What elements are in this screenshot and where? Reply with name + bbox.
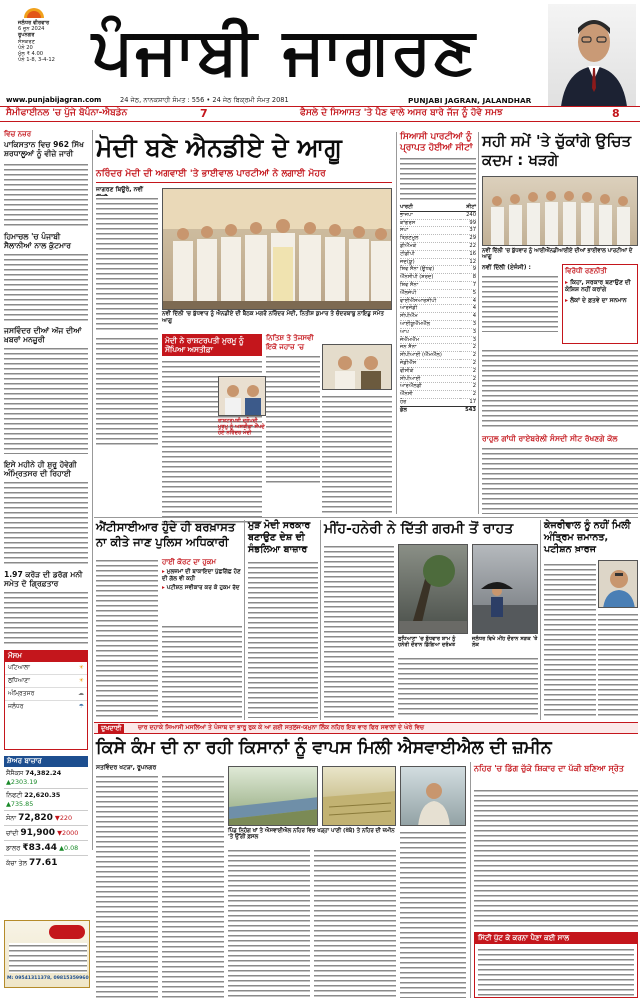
brief-body xyxy=(4,590,88,644)
lead-photo xyxy=(162,188,392,310)
seats-count: 29 xyxy=(469,235,476,242)
weather-title: ਮੌਸਮ xyxy=(5,651,87,662)
seats-row xyxy=(400,242,476,250)
market-value: ₹83.44 xyxy=(22,843,58,853)
weather-row xyxy=(5,662,87,675)
portrait-photo xyxy=(548,4,636,118)
sun-icon: ☀ xyxy=(78,664,84,671)
market-change: ▲735.85 xyxy=(6,800,34,808)
bottom-body xyxy=(228,848,310,998)
cloud-icon: ☁ xyxy=(78,690,84,697)
weather-row xyxy=(5,701,87,713)
ad-logo-icon xyxy=(49,925,85,939)
row-divider xyxy=(94,517,638,518)
right-body xyxy=(482,348,638,430)
side-body xyxy=(474,788,638,928)
rain-headline[interactable]: ਮੀਂਹ-ਹਨੇਰੀ ਨੇ ਦਿੱਤੀ ਗਰਮੀ ਤੋਂ ਰਾਹਤ xyxy=(324,521,514,537)
bullet-icon: ▸ xyxy=(162,569,165,575)
weather-box xyxy=(4,650,88,750)
advertisement[interactable] xyxy=(4,920,90,988)
column-divider xyxy=(396,132,397,514)
seats-count: 9 xyxy=(472,266,476,273)
seats-count: 3 xyxy=(472,320,476,327)
seats-table-box xyxy=(400,132,476,514)
nitish-body xyxy=(322,394,392,514)
bullet-icon: ▸ xyxy=(565,279,569,286)
seats-party: ਵੀਸੀਕੇ xyxy=(400,367,414,374)
market-label: ਸੈਂਸੈਕਸ xyxy=(6,769,24,777)
market-value: 91,900 xyxy=(20,828,56,838)
brief-body xyxy=(4,252,88,322)
seats-party: ਸੀਪੀਆਈ xyxy=(400,375,421,382)
court-order-point xyxy=(162,569,242,583)
canal-photo-1 xyxy=(228,766,318,826)
market-change: ▲0.08 xyxy=(59,844,79,852)
seats-party: ਆਈਯੂਐੱਮਐੱਲ xyxy=(400,320,431,327)
kejriwal-headline[interactable]: ਕੇਜਰੀਵਾਲ ਨੂੰ ਨਹੀਂ ਮਿਲੀ ਅੰਤ੍ਰਿਮ ਜ਼ਮਾਨਤ, ਪਟੀਸ਼ਨ ਖ਼ਾਰਜ xyxy=(544,520,631,555)
teaser-left-page: 7 xyxy=(200,107,208,120)
bottom-body xyxy=(400,830,466,998)
market-value: 77.61 xyxy=(28,858,58,868)
seats-count: 3 xyxy=(472,328,476,335)
lead-photo-caption: ਨਵੀਂ ਦਿੱਲੀ 'ਚ ਬੁੱਧਵਾਰ ਨੂੰ ਐਨਡੀਏ ਦੀ ਬੈਠਕ ਮਗਰੋਂ ਨਰਿੰਦਰ ਮੋਦੀ, ਨਿਤੀਸ਼ ਕੁਮਾਰ ਤੇ ਚੰਦਰਬਾਬੂ ਨਾਇਡੂ ਸਮੇਤ ਆਗੂ xyxy=(162,311,384,324)
lead-headline[interactable]: ਮੋਦੀ ਬਣੇ ਐਨਡੀਏ ਦੇ ਆਗੂ xyxy=(96,133,342,162)
seats-party: ਹੋਰ xyxy=(400,398,407,405)
market-label: ਚਾਂਦੀ xyxy=(6,829,19,837)
seats-party: ਸੀਪੀਐੱਮ xyxy=(400,313,418,320)
market-title: ਸ਼ੇਅਰ ਬਾਜ਼ਾਰ xyxy=(4,756,88,767)
seats-row xyxy=(400,258,476,266)
market-label: ਨਿਫਟੀ xyxy=(6,791,23,799)
market-row xyxy=(4,841,88,856)
ribbon-text: ਚਾਰ ਦਹਾਕੇ ਸਿਆਸੀ ਮਸਲਿਆਂ ਤੇ ਪੰਜਾਬ ਦਾ ਭਾਰੂ ਰੁਕ ਕੇ ਆ ਗਈ ਸਤਲੁਜ-ਯਮੁਨਾ ਲਿੰਕ ਨਹਿਰ ਇਕ ਵਾਰ ਫਿਰ ਸਵਾਲਾਂ ਦੇ ਘੇਰੇ ਵਿਚ xyxy=(138,724,425,731)
right-body xyxy=(482,274,558,332)
ad-text xyxy=(9,943,87,973)
seats-count: 8 xyxy=(472,274,476,281)
resignation-caption: ਰਾਸ਼ਟਰਪਤੀ ਦ੍ਰੋਪਦੀ ਮੁਰਮੂ ਨੂੰ ਅਸਤੀਫ਼ਾ ਸੌਂਪਦੇ ਹੋਏ ਨਰਿੰਦਰ ਮੋਦੀ xyxy=(218,418,265,436)
canal-photo-2 xyxy=(322,766,396,826)
strategy-point xyxy=(565,279,635,294)
teaser-right-page: 8 xyxy=(612,107,620,120)
meta-line: ਮੁੱਲ ₹ 4.00 xyxy=(18,51,44,58)
meta-line: 6 ਜੂਨ 2024 xyxy=(18,26,45,33)
kejriwal-photo xyxy=(598,560,638,608)
box-body xyxy=(266,354,320,486)
seats-count: 12 xyxy=(469,258,476,265)
ad-phone: M: 09541311378, 09815359960 xyxy=(7,976,89,981)
seats-count: 2 xyxy=(472,359,476,366)
left-news-column xyxy=(2,128,90,990)
rahul-body xyxy=(482,446,638,514)
seats-total-value: 543 xyxy=(465,406,476,413)
seats-row xyxy=(400,274,476,282)
seats-count: 2 xyxy=(472,352,476,359)
police-body xyxy=(96,558,158,718)
seats-row xyxy=(400,375,476,383)
brief-body xyxy=(4,162,88,228)
column-divider xyxy=(320,520,321,720)
seats-party: ਐੱਨਸੀ xyxy=(400,391,413,398)
court-order-point-text: ਪਟੀਸ਼ਨ ਸਵੀਕਾਰ ਕਰ ਕੇ ਹੁਕਮ ਰੱਦ xyxy=(166,584,240,591)
meta-line: ਰੂਪਨਗਰ xyxy=(18,32,35,39)
side-title[interactable]: ਨਹਿਰ 'ਚ ਡਿੱਗ ਚੁੱਕੇ ਸ਼ਿਕਾਰ ਦਾ ਪੱਕੀ ਬਣਿਆ ਸ੍ਰੋਤ xyxy=(474,764,624,773)
kejriwal-body xyxy=(544,562,596,718)
teaser-left[interactable]: ਸੈਮੀਫਾਈਨਲ 'ਚ ਪੁੱਜੇ ਬੋਪੰਨਾ-ਐਬਡੇਨ xyxy=(6,108,128,118)
lead-body-continued xyxy=(96,336,158,446)
strategy-point xyxy=(565,297,635,304)
police-headline[interactable]: ਐਂਟੀਸਾਈਆਰ ਹੁੰਦੇ ਹੀ ਬਰਖ਼ਾਸਤ ਨਾ ਕੀਤੇ ਜਾਣ ਪੁਲਿਸ ਅਧਿਕਾਰੀ xyxy=(96,520,236,549)
seats-party: ਐੱਨਸੀਪੀ (ਸ਼ਰਦ) xyxy=(400,274,434,281)
column-divider xyxy=(244,520,245,720)
court-order-point-text: ਮੁਲਜ਼ਮਾਂ ਦੀ ਬਾਕਾਇਦਾ ਪੁੱਛਗਿੱਛ ਹੋਣ ਦੀ ਗੱਲ ਵੀ ਕਹੀ xyxy=(162,569,241,582)
seats-row xyxy=(400,211,476,219)
teaser-bar xyxy=(0,106,640,122)
market-label: ਕੱਚਾ ਤੇਲ xyxy=(6,859,27,867)
market-box xyxy=(4,756,88,916)
side-box-title: ਮਿੱਟੀ ਪੁੱਟ ਕੇ ਕਰਨਾ ਪੈਣਾ ਕਈ ਸਾਲ xyxy=(475,933,637,944)
seats-header-row xyxy=(400,204,476,211)
edition-name: PUNJABI JAGRAN, JALANDHAR xyxy=(408,96,532,105)
market-value: 72,820 xyxy=(18,813,53,823)
seats-col-seats: ਸੀਟਾਂ xyxy=(466,204,476,210)
teaser-right[interactable]: ਫੈਸਲੇ ਦੇ ਸਿਆਸਤ 'ਤੇ ਪੈਣ ਵਾਲੇ ਅਸਰ ਬਾਰੇ ਜੱਜ ਨੂੰ ਹੋਵੇ ਸਮਝ xyxy=(300,108,503,118)
brief-headline[interactable]: ਇਸੇ ਮਹੀਨੇ ਹੀ ਸ਼ੁਰੂ ਹੋਵੇਗੀ ਅੰਮ੍ਰਿਤਸਰ ਦੀ ਰਿਹਾਈ xyxy=(4,460,77,478)
edition-meta xyxy=(18,20,88,63)
seats-title: ਸਿਆਸੀ ਪਾਰਟੀਆਂ ਨੂੰ ਪ੍ਰਾਪਤ ਹੋਈਆਂ ਸੀਟਾਂ xyxy=(400,132,473,153)
subhead-rule xyxy=(96,182,392,183)
rahul-headline[interactable]: ਰਾਹੁਲ ਗਾਂਧੀ ਰਾਏਬਰੇਲੀ ਸੰਸਦੀ ਸੀਟ ਰੱਖਣਗੇ ਕੋਲ xyxy=(482,434,618,443)
seats-total-row xyxy=(400,406,476,413)
bottom-body xyxy=(162,774,224,998)
bottom-body xyxy=(96,774,158,998)
seats-table xyxy=(400,204,476,414)
market-row xyxy=(4,826,88,841)
bullet-icon: ▸ xyxy=(565,296,569,304)
seats-party: ਸ਼ਿਵ ਸੈਨਾ (ਊਧਵ) xyxy=(400,266,435,273)
weather-city: ਜਲੰਧਰ xyxy=(8,703,24,710)
market-row xyxy=(4,856,88,870)
court-order-point xyxy=(162,585,242,592)
right-byline: ਨਵੀਂ ਦਿੱਲੀ (ਏਜੰਸੀ) : xyxy=(482,264,531,271)
market-value: 22,620.35 xyxy=(24,791,61,799)
seats-row xyxy=(400,313,476,321)
rain-body xyxy=(398,656,538,718)
bottom-body xyxy=(314,848,396,998)
meta-line: ਪੰਨੇ 1-8, 3-4-12 xyxy=(18,57,55,64)
seats-row xyxy=(400,320,476,328)
weather-city: ਪਟਿਆਲਾ xyxy=(8,664,30,671)
seats-count: 4 xyxy=(472,313,476,320)
lead-subhead: ਨਰਿੰਦਰ ਮੋਦੀ ਦੀ ਅਗਵਾਈ 'ਤੇ ਭਾਈਵਾਲ ਪਾਰਟੀਆਂ ਨੇ ਲਗਾਈ ਮੋਹਰ xyxy=(96,168,326,179)
police-body xyxy=(162,624,242,718)
column-divider xyxy=(478,132,479,514)
side-box-body xyxy=(478,947,634,997)
rain-icon: ☂ xyxy=(78,703,84,710)
seats-party: ਡੀਐੱਮਕੇ xyxy=(400,242,417,249)
seats-count: 3 xyxy=(472,336,476,343)
canal-caption: ਪਿੰਡ ਨਿਹੰਗ ਖਾਂ ਤੇ ਐਸਵਾਈਐਲ ਨਹਿਰ ਵਿਚ ਖੜ੍ਹਾ ਪਾਣੀ (ਖੱਬੇ) ਤੇ ਨਹਿਰ ਦੀ ਜ਼ਮੀਨ 'ਤੇ ਉੱਗੀ ਫ਼ਸਲ xyxy=(228,828,395,841)
meta-line: ਸੰਸਕਰਣ xyxy=(18,38,36,45)
seats-row xyxy=(400,336,476,344)
masthead xyxy=(0,0,640,128)
website-url[interactable]: www.punjabijagran.com xyxy=(6,96,102,104)
seats-row xyxy=(400,219,476,227)
side-box xyxy=(474,932,638,998)
seats-party: ਆਪ xyxy=(400,328,409,335)
weather-city: ਅੰਮ੍ਰਿਤਸਰ xyxy=(8,690,35,697)
brief-headline[interactable]: ਪਾਕਿਸਤਾਨ ਵਿਚ 962 ਸਿੱਖ ਸ਼ਰਧਾਲੂਆਂ ਨੂੰ ਵੀਜ਼ੇ ਜਾਰੀ xyxy=(4,140,84,158)
seats-count: 7 xyxy=(472,281,476,288)
seats-count: 2 xyxy=(472,344,476,351)
market-row xyxy=(4,789,88,811)
kejriwal-body xyxy=(598,612,638,718)
seats-row xyxy=(400,352,476,360)
lead-body xyxy=(96,196,158,332)
seats-row xyxy=(400,367,476,375)
market-row xyxy=(4,811,88,826)
seats-party: ਵਾਈਐੱਸਆਰਸੀਪੀ xyxy=(400,297,437,304)
bullet-icon: ▸ xyxy=(162,584,165,591)
sun-icon: ☀ xyxy=(78,677,84,684)
newspaper-title: ਪੰਜਾਬੀ ਜਾਗਰਣ xyxy=(92,14,477,89)
weather-city: ਲੁਧਿਆਣਾ xyxy=(8,677,30,684)
court-order-title: ਹਾਈ ਕੋਰਟ ਦਾ ਹੁਕਮ xyxy=(162,558,217,566)
rain-photo-1 xyxy=(398,544,468,634)
rain-caption-1: ਲੁਧਿਆਣਾ 'ਚ ਬੁੱਧਵਾਰ ਸ਼ਾਮ ਨੂੰ ਹਨੇਰੀ ਦੌਰਾਨ ਡਿੱਗਿਆ ਦਰੱਖ਼ਤ xyxy=(398,636,456,648)
seats-row xyxy=(400,391,476,399)
seats-count: 4 xyxy=(472,297,476,304)
seats-count: 2 xyxy=(472,375,476,382)
opposition-photo-caption: ਨਵੀਂ ਦਿੱਲੀ 'ਚ ਬੁੱਧਵਾਰ ਨੂੰ ਆਈਐੱਨਡੀਆਈਏ ਦੀਆਂ ਭਾਈਵਾਲ ਪਾਰਟੀਆਂ ਦੇ ਆਗੂ xyxy=(482,248,633,261)
section-label: ਵਿਚ ਨਜ਼ਰ xyxy=(4,130,32,138)
seats-party: ਸੀਪੀਆਈ (ਐੱਮਐੱਲ) xyxy=(400,352,442,359)
seats-count: 2 xyxy=(472,383,476,390)
seats-party: ਜੇਡੀਐੱਸ xyxy=(400,359,417,366)
seats-party: ਆਰਜੇਡੀ xyxy=(400,305,418,312)
seats-count: 16 xyxy=(469,250,476,257)
seats-count: 22 xyxy=(469,242,476,249)
market-body xyxy=(248,560,318,718)
date-line: 24 ਜੇਠ, ਨਾਨਕਸ਼ਾਹੀ ਸੰਮਤ : 556 • 24 ਜੇਠ ਬਿਕ੍ਰਮੀ ਸੰਮਤ 2081 xyxy=(120,96,289,104)
masthead-sun-logo-icon xyxy=(22,4,46,18)
seats-row xyxy=(400,344,476,352)
brief-body xyxy=(4,480,88,564)
seats-party: ਜਦ(ਯੂ) xyxy=(400,258,415,265)
seats-party: ਜਨ ਸੈਨਾ xyxy=(400,344,417,351)
meta-line: ਪੰਨੇ 20 xyxy=(18,44,33,51)
seats-intro xyxy=(400,156,476,202)
seats-total-label: ਕੁੱਲ xyxy=(400,406,408,413)
rain-body xyxy=(324,544,394,718)
seats-row xyxy=(400,289,476,297)
seats-row xyxy=(400,227,476,235)
market-change: ▲2303.19 xyxy=(6,778,38,786)
seats-row xyxy=(400,305,476,313)
strategy-point-text: ਲੋਕਾਂ ਦੇ ਫ਼ਤਵੇ ਦਾ ਸਨਮਾਨ xyxy=(570,296,627,304)
seats-party: ਜੇਐੱਮਐੱਮ xyxy=(400,336,420,343)
bottom-byline: ਸਤਵਿੰਦਰ ਖਟੜਾ, ਰੂਪਨਗਰ xyxy=(96,764,157,771)
seats-col-party: ਪਾਰਟੀ xyxy=(400,204,413,210)
column-divider xyxy=(92,130,93,850)
seats-party: ਟੀਡੀਪੀ xyxy=(400,250,415,257)
bottom-headline[interactable]: ਕਿਸੇ ਕੰਮ ਦੀ ਨਾ ਰਹੀ ਕਿਸਾਨਾਂ ਨੂੰ ਵਾਪਸ ਮਿਲੀ ਐਸਵਾਈਐਲ ਦੀ ਜ਼ਮੀਨ xyxy=(96,738,552,758)
brief-headline[interactable]: 1.97 ਕਰੋੜ ਦੀ ਡਰੱਗ ਮਨੀ ਸਮੇਤ ਦੋ ਗ੍ਰਿਫ਼ਤਾਰ xyxy=(4,570,83,588)
market-label: ਡਾਲਰ xyxy=(6,844,21,852)
box-title[interactable]: ਮੋਦੀ ਨੇ ਰਾਸ਼ਟਰਪਤੀ ਮੁਰਮੂ ਨੂੰ ਸੌਂਪਿਆ ਅਸਤੀਫ਼ਾ xyxy=(162,334,262,356)
market-change: ▼2000 xyxy=(57,829,79,837)
seats-party: ਐੱਲਜੇਪੀ xyxy=(400,289,417,296)
seats-row xyxy=(400,235,476,243)
seats-count: 99 xyxy=(469,219,476,226)
market-change: ▼220 xyxy=(54,814,73,822)
seats-count: 240 xyxy=(466,211,476,218)
seats-party: ਕਾਂਗਰਸ xyxy=(400,219,416,226)
seats-count: 17 xyxy=(469,398,476,405)
brief-body xyxy=(4,346,88,454)
box-title[interactable]: ਨਿਤਿਸ਼ ਤੇ ਤੇਜਸਵੀ ਇਕੋ ਜਹਾਜ਼ 'ਚ xyxy=(266,334,314,351)
ribbon-label: ਦੁਖਦਾਈ xyxy=(98,724,124,733)
resignation-photo xyxy=(218,376,266,416)
canal-photo-3 xyxy=(400,766,466,826)
seats-row xyxy=(400,281,476,289)
opposition-photo xyxy=(482,176,638,246)
seats-party: ਭਾਜਪਾ xyxy=(400,211,413,218)
market-value: 74,382.24 xyxy=(25,769,62,777)
market-headline[interactable]: ਮੁੜ ਮੋਦੀ ਸਰਕਾਰ ਬਣਾਉਣ ਦੇਸ਼ ਦੀ ਸੰਭਲਿਆ ਬਾਜ਼ਾਰ xyxy=(248,520,311,555)
seats-party: ਤ੍ਰਿਣਮੂਲ xyxy=(400,235,419,242)
ribbon-bar xyxy=(94,722,638,734)
seats-row xyxy=(400,266,476,274)
market-row xyxy=(4,767,88,789)
seats-party: ਆਰਐੱਲਡੀ xyxy=(400,383,422,390)
lead-byline: ਜਾਗਰਣ ਬਿਊਰੋ, ਨਵੀਂ xyxy=(96,186,143,193)
seats-row xyxy=(400,328,476,336)
seats-count: 2 xyxy=(472,367,476,374)
nitish-photo xyxy=(322,344,392,390)
brief-headline[interactable]: ਹਿਮਾਚਲ 'ਚ ਪੰਜਾਬੀ ਸੈਲਾਨੀਆਂ ਨਾਲ ਕੁੱਟਮਾਰ xyxy=(4,232,71,250)
meta-line: ਜਲੰਧਰ ਵੀਰਵਾਰ xyxy=(18,20,50,26)
brief-headline[interactable]: ਜਸਵਿੰਦਰ ਦੀਆਂ ਅੱਜ ਦੀਆਂ ਖ਼ਬਰਾਂ ਮਨਜ਼ੂਰੀ xyxy=(4,326,82,344)
weather-row xyxy=(5,688,87,701)
seats-count: 4 xyxy=(472,305,476,312)
rain-photo-2 xyxy=(472,544,538,634)
seats-count: 2 xyxy=(472,391,476,398)
column-divider xyxy=(540,520,541,720)
market-label: ਸੋਨਾ xyxy=(6,814,17,822)
right-headline[interactable]: ਸਹੀ ਸਮੇਂ 'ਤੇ ਚੁੱਕਾਂਗੇ ਉਚਿਤ ਕਦਮ : ਖੜਗੇ xyxy=(482,132,632,169)
seats-party: ਸ਼ਿਵ ਸੈਨਾ xyxy=(400,281,419,288)
seats-row xyxy=(400,250,476,258)
info-box-nitish xyxy=(266,334,320,502)
seats-party: ਸਪਾ xyxy=(400,227,409,234)
strategy-box xyxy=(562,264,638,344)
strategy-point-text: ਕਿਹਾ, ਸਰਕਾਰ ਬਣਾਉਣ ਦੀ ਕੋਸ਼ਿਸ਼ ਨਹੀਂ ਕਰਾਂਗੇ xyxy=(565,279,631,294)
seats-row xyxy=(400,359,476,367)
seats-count: 5 xyxy=(472,289,476,296)
court-order-box xyxy=(162,558,242,620)
seats-row xyxy=(400,297,476,305)
seats-row xyxy=(400,383,476,391)
rain-caption-2: ਜਲੰਧਰ ਵਿਖੇ ਮੀਂਹ ਦੌਰਾਨ ਸੜਕ 'ਤੇ ਲੋਕ xyxy=(472,636,538,648)
seats-count: 37 xyxy=(469,227,476,234)
column-divider xyxy=(470,762,471,998)
seats-row xyxy=(400,398,476,406)
strategy-title: ਵਿਰੋਧੀ ਰਣਨੀਤੀ xyxy=(565,267,607,275)
weather-row xyxy=(5,675,87,688)
